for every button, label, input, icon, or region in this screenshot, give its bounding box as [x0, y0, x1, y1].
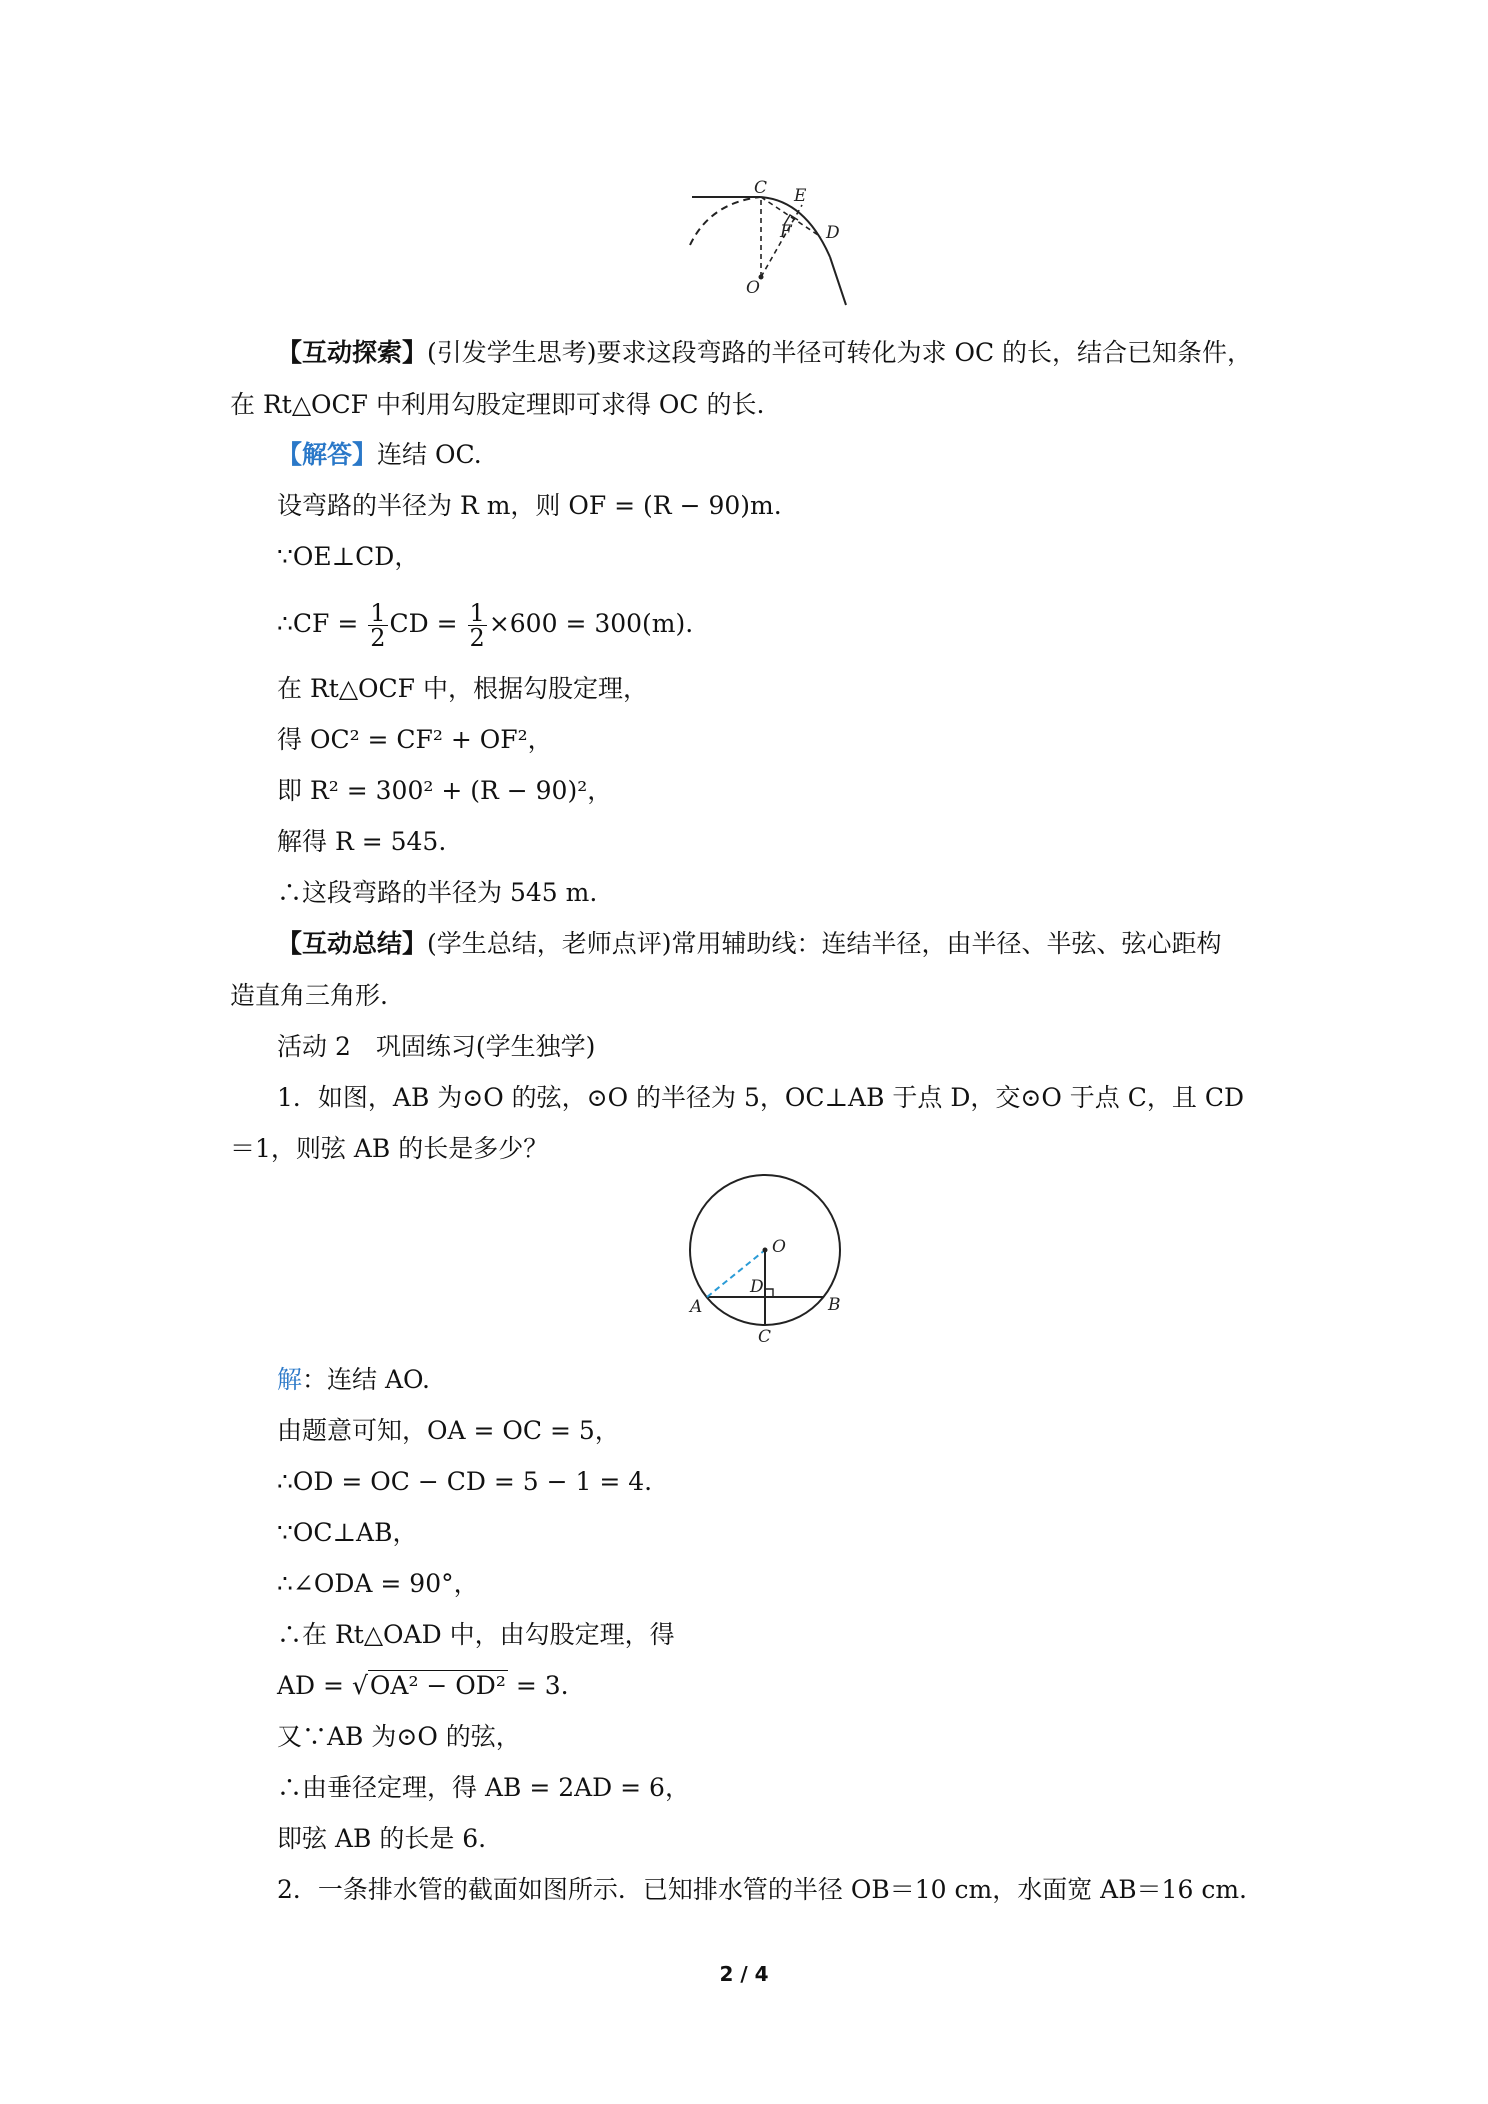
explore-text-1: (引发学生思考)要求这段弯路的半径可转化为求 OC 的长，结合已知条件，: [427, 338, 1253, 367]
label-a: A: [690, 1297, 703, 1317]
step-6: 即 R² = 300² + (R − 90)²，: [277, 776, 613, 805]
solution-7-b: = 3.: [515, 1671, 569, 1700]
activity-heading: 活动 2 巩固练习(学生独学): [277, 1032, 596, 1061]
solution-line-8: 又∵AB 为⊙O 的弦，: [277, 1722, 521, 1751]
summary-line-1: [277, 927, 1222, 961]
square-root: OA² − OD²: [369, 1671, 506, 1700]
answer-line: [277, 438, 482, 472]
step-3-a: ∴CF =: [277, 609, 359, 638]
solution-line-4: ∵OC⊥AB，: [277, 1518, 418, 1547]
step-5: 得 OC² = CF² + OF²，: [277, 725, 553, 754]
label-o: O: [746, 278, 760, 298]
center-point: [763, 1248, 768, 1253]
right-angle-mark: [765, 1289, 773, 1297]
label-f: F: [780, 222, 792, 242]
solution-line-5: ∴∠ODA = 90°，: [277, 1569, 479, 1598]
fraction-half-1: $\frac{1}{2}$: [370, 599, 386, 652]
explore-line-2: 在 Rt△OCF 中利用勾股定理即可求得 OC 的长.: [230, 390, 765, 419]
figure-curved-road: [680, 175, 860, 315]
step-3: [277, 594, 693, 654]
summary-tag: 【互动总结】: [277, 929, 428, 958]
solution-line-10: 即弦 AB 的长是 6.: [277, 1824, 487, 1853]
explore-line-1: [277, 336, 1252, 370]
road-end: [830, 257, 846, 305]
solution-line-7: AD = √OA² − OD² = 3.: [277, 1671, 569, 1700]
step-2: ∵OE⊥CD，: [277, 542, 420, 571]
label-d: D: [750, 1277, 764, 1297]
answer-tag: 【解答】: [277, 440, 378, 469]
solution-7-a: AD =: [277, 1671, 344, 1700]
label-c: C: [758, 1327, 772, 1342]
label-d: D: [826, 223, 840, 243]
solution-line-1: [277, 1363, 430, 1397]
figure-circle-chord: [680, 1172, 860, 1342]
arc-dashed-left: [690, 197, 760, 245]
question-2-line-1: 2．一条排水管的截面如图所示．已知排水管的半径 OB＝10 cm，水面宽 AB＝16 cm.: [277, 1875, 1247, 1904]
solution-line-3: ∴OD = OC − CD = 5 − 1 = 4.: [277, 1467, 653, 1496]
explore-tag: 【互动探索】: [277, 338, 428, 367]
label-e: E: [794, 186, 807, 206]
step-1: 设弯路的半径为 R m，则 OF = (R − 90)m.: [277, 491, 782, 520]
solution-line-6: ∴在 Rt△OAD 中，由勾股定理，得: [277, 1620, 675, 1649]
page-number: 2 / 4: [719, 1962, 769, 1986]
arc-road: [760, 197, 830, 257]
summary-text-1: (学生总结，老师点评)常用辅助线：连结半径，由半径、半弦、弦心距构: [427, 929, 1222, 958]
solution-line-2: 由题意可知，OA = OC = 5，: [277, 1416, 620, 1445]
question-1-line-2: ＝1，则弦 AB 的长是多少？: [230, 1134, 549, 1163]
question-1-line-1: 1．如图，AB 为⊙O 的弦，⊙O 的半径为 5，OC⊥AB 于点 D，交⊙O 于点 C，且 CD: [277, 1083, 1244, 1112]
summary-line-2: 造直角三角形.: [230, 981, 388, 1010]
solution-text-1: ：连结 AO.: [302, 1365, 430, 1394]
label-c: C: [754, 178, 768, 198]
solution-line-9: ∴由垂径定理，得 AB = 2AD = 6，: [277, 1773, 690, 1802]
label-b: B: [828, 1295, 841, 1315]
step-8: ∴这段弯路的半径为 545 m.: [277, 878, 598, 907]
label-o: O: [772, 1237, 786, 1257]
step-3-c: ×600 = 300(m).: [488, 609, 694, 638]
step-4: 在 Rt△OCF 中，根据勾股定理，: [277, 674, 648, 703]
step-3-b: CD =: [389, 609, 458, 638]
step-7: 解得 R = 545.: [277, 827, 447, 856]
solution-tag: 解: [277, 1365, 303, 1394]
answer-text: 连结 OC.: [377, 440, 482, 469]
fraction-half-2: $\frac{1}{2}$: [469, 599, 485, 652]
